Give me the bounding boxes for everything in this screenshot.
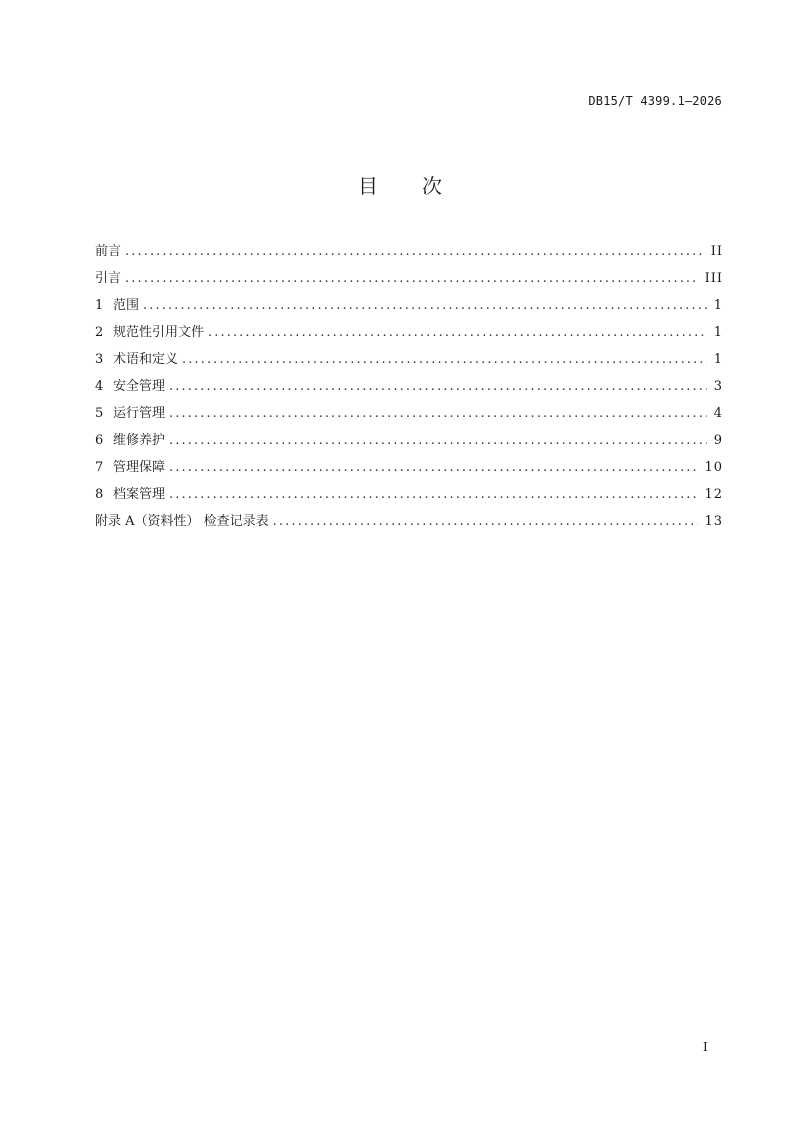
toc-entry-appendix-a[interactable]: [95, 512, 723, 539]
toc-entry-label: 引言: [95, 271, 122, 286]
toc-entry-foreword[interactable]: [95, 242, 723, 269]
toc-entry-page: 12: [704, 487, 723, 502]
toc-entry-label: 前言: [95, 244, 122, 259]
toc-entry-safety-management[interactable]: [95, 377, 723, 404]
toc-dot-leader: [182, 350, 707, 370]
toc-dot-leader: [208, 323, 707, 343]
toc-entry-number: 6: [95, 433, 104, 448]
toc-entry-number: 1: [95, 298, 104, 313]
toc-entry-page: II: [710, 244, 723, 259]
toc-entry-number: 5: [95, 406, 104, 421]
toc-entry-page: 10: [704, 460, 723, 475]
page-number: I: [703, 1040, 708, 1054]
toc-entry-label: 维修养护: [113, 433, 166, 448]
toc-dot-leader: [169, 458, 698, 478]
toc-entry-page: 9: [713, 433, 723, 448]
toc-dot-leader: [169, 431, 707, 451]
toc-entry-label: 运行管理: [113, 406, 166, 421]
toc-entry-page: 1: [713, 298, 723, 313]
toc-entry-page: 13: [704, 514, 723, 529]
toc-entry-number: 7: [95, 460, 104, 475]
toc-entry-operation-management[interactable]: [95, 404, 723, 431]
toc-entry-page: 3: [713, 379, 723, 394]
toc-entry-label: 安全管理: [113, 379, 166, 394]
toc-entry-label: 规范性引用文件: [113, 325, 205, 340]
toc-dot-leader: [125, 269, 699, 289]
toc-entry-label: 档案管理: [113, 487, 166, 502]
toc-title: 目次: [358, 174, 486, 198]
toc-entry-terms-definitions[interactable]: [95, 350, 723, 377]
toc-entry-page: 1: [713, 352, 723, 367]
toc-entry-number: 8: [95, 487, 104, 502]
toc-entry-label: 范围: [113, 298, 140, 313]
toc-entry-introduction[interactable]: [95, 269, 723, 296]
toc-entry-maintenance[interactable]: [95, 431, 723, 458]
toc-entry-scope[interactable]: [95, 296, 723, 323]
standard-code: DB15/T 4399.1—2026: [588, 94, 722, 108]
toc-entry-archive-management[interactable]: [95, 485, 723, 512]
toc-dot-leader: [143, 296, 707, 316]
toc-entry-page: III: [704, 271, 723, 286]
toc-entry-label: 管理保障: [113, 460, 166, 475]
toc-entry-management-guarantee[interactable]: [95, 458, 723, 485]
toc-entry-normative-references[interactable]: [95, 323, 723, 350]
toc-entry-page: 4: [713, 406, 723, 421]
toc-entry-number: 3: [95, 352, 104, 367]
toc-dot-leader: [169, 485, 698, 505]
toc-dot-leader: [169, 404, 707, 424]
toc-entry-number: 2: [95, 325, 104, 340]
toc-entry-page: 1: [713, 325, 723, 340]
toc-entry-label: 附录 A（资料性） 检查记录表: [95, 514, 269, 529]
toc-dot-leader: [125, 242, 705, 262]
toc-entry-number: 4: [95, 379, 104, 394]
table-of-contents: [95, 242, 723, 539]
toc-dot-leader: [169, 377, 707, 397]
toc-dot-leader: [273, 512, 699, 532]
toc-entry-label: 术语和定义: [113, 352, 179, 367]
